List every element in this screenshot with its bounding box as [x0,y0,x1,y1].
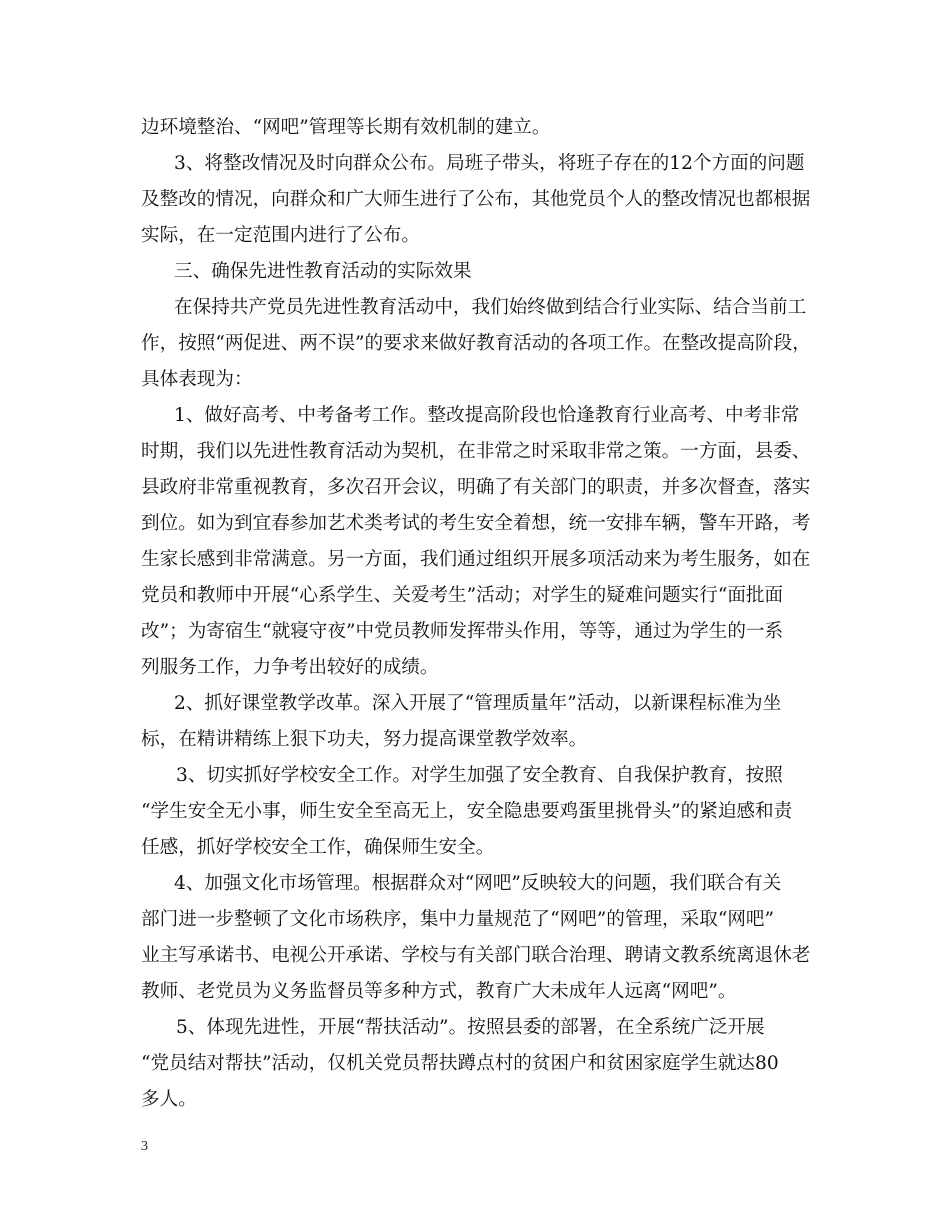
section-heading: 三、确保先进性教育活动的实际效果 [174,261,472,282]
page-number: 3 [141,1139,148,1154]
text-line: 列服务工作，力争考出较好的成绩。 [141,657,439,678]
text-line: 业主写承诺书、电视公开承诺、学校与有关部门联合治理、聘请文教系统离退休老 [141,945,811,966]
text-line: 5、体现先进性，开展“帮扶活动”。按照县委的部署，在全系统广泛开展 [176,1017,765,1038]
text-line: 2、抓好课堂教学改革。深入开展了“管理质量年”活动，以新课程标准为坐 [174,693,782,714]
text-line: 3、将整改情况及时向群众公布。局班子带头，将班子存在的12个方面的问题 [174,153,805,174]
text-line: 及整改的情况，向群众和广大师生进行了公布，其他党员个人的整改情况也都根据 [141,189,811,210]
text-line: 作，按照“两促进、两不误”的要求来做好教育活动的各项工作。在整改提高阶段， [141,333,811,354]
text-line: 多人。 [141,1089,197,1110]
text-line: “党员结对帮扶”活动，仅机关党员帮扶蹲点村的贫困户和贫困家庭学生就达80 [141,1053,779,1074]
text-line: “学生安全无小事，师生安全至高无上，安全隐患要鸡蛋里挑骨头”的紧迫感和责 [141,801,793,822]
text-line: 生家长感到非常满意。另一方面，我们通过组织开展多项活动来为考生服务，如在 [141,549,811,570]
text-line: 改”；为寄宿生“就寝守夜”中党员教师发挥带头作用，等等，通过为学生的一系 [141,621,784,642]
text-line: 边环境整治、“网吧”管理等长期有效机制的建立。 [141,117,551,138]
text-line: 教师、老党员为义务监督员等多种方式，教育广大未成年人远离“网吧”。 [141,981,737,1002]
text-line: 县政府非常重视教育，多次召开会议，明确了有关部门的职责，并多次督查，落实 [141,477,811,498]
text-line: 实际，在一定范围内进行了公布。 [141,225,420,246]
text-line: 标，在精讲精练上狠下功夫，努力提高课堂教学效率。 [141,729,588,750]
text-line: 3、切实抓好学校安全工作。对学生加强了安全教育、自我保护教育，按照 [176,765,783,786]
text-line: 1、做好高考、中考备考工作。整改提高阶段也恰逢教育行业高考、中考非常 [174,405,800,426]
text-line: 任感，抓好学校安全工作，确保师生安全。 [141,837,495,858]
text-line: 时期，我们以先进性教育活动为契机，在非常之时采取非常之策。一方面，县委、 [141,441,811,462]
text-line: 部门进一步整顿了文化市场秩序，集中力量规范了“网吧”的管理，采取“网吧” [141,909,775,930]
text-line: 在保持共产党员先进性教育活动中，我们始终做到结合行业实际、结合当前工 [174,297,807,318]
text-line: 4、加强文化市场管理。根据群众对“网吧”反映较大的问题，我们联合有关 [174,873,782,894]
text-line: 到位。如为到宜春参加艺术类考试的考生安全着想，统一安排车辆，警车开路，考 [141,513,811,534]
text-line: 具体表现为： [141,369,253,390]
text-line: 党员和教师中开展“心系学生、关爱考生”活动；对学生的疑难问题实行“面批面 [141,585,784,606]
